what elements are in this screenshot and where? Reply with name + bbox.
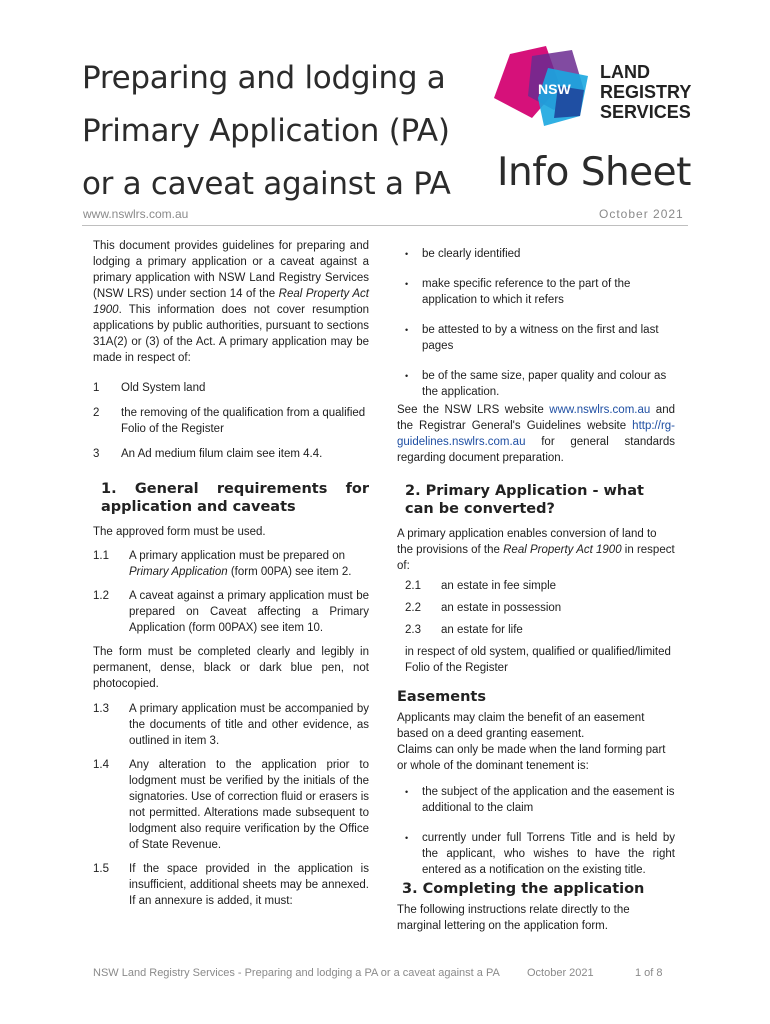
title-line-3: or a caveat against a PA [82,166,451,202]
logo-line-2: REGISTRY [600,82,692,102]
header-divider [82,225,688,226]
logo-badge-text: NSW [538,81,571,97]
document-date: October 2021 [599,207,684,221]
section-heading-3: 3. Completing the application [402,881,645,897]
list-item: • the subject of the application and the easement is additional to the claim [405,786,675,814]
estate-list [405,578,675,638]
item-1-2: 1.2 A caveat against a primary application must be prepared on Caveat affecting a Primary Application (form 00PAX) see item 10. [93,590,369,634]
scope-list [93,380,369,462]
easements-paragraph-1: Applicants may claim the benefit of an easement based on a deed granting easement. [397,712,645,740]
footer-text: NSW Land Registry Services - Preparing and lodging a PA or a caveat against a PA [93,967,500,979]
pa-intro-paragraph: A primary application enables conversion of land to the provisions of the Real Property Act 1900 in respect of: [397,528,675,572]
list-item: 3 An Ad medium filum claim see item 4.4. [93,448,323,460]
approved-form-text: The approved form must be used. [93,526,266,538]
website-link[interactable]: www.nswlrs.com.au [83,207,189,221]
info-sheet-label: Info Sheet [497,150,691,195]
list-item: 1 Old System land [93,382,206,394]
page-number: 1 of 8 [635,967,663,979]
list-item: 2 the removing of the qualification from a qualified Folio of the Register [93,407,366,435]
nswlrs-link[interactable]: www.nswlrs.com.au [549,404,651,416]
list-item: • be attested to by a witness on the first and last pages [405,324,659,352]
footer-date: October 2021 [527,967,594,979]
list-item: 2.1 an estate in fee simple [405,580,557,592]
section-heading-2: 2. Primary Application - what can be converted? [405,483,644,517]
list-item: • be of the same size, paper quality and colour as the application. [405,370,667,398]
item-1-3: 1.3 A primary application must be accompanied by the documents of title and other evidence, as outlined in item 3. [93,703,369,747]
logo-wordmark [600,62,691,122]
form-completion-paragraph: The form must be completed clearly and legibly in permanent, dense, black or dark blue pen, not photocopied. [93,646,369,690]
easement-bullets [397,784,675,878]
item-1-1: 1.1 A primary application must be prepared on Primary Application (form 00PA) see item 2. [93,550,352,578]
document-title [82,52,482,211]
section-heading-1: 1. General requirements for application and caveats [101,481,369,515]
title-line-2: Primary Application (PA) [82,113,450,149]
title-line-1: Preparing and lodging a [82,60,446,96]
pa-tail-text: in respect of old system, qualified or qualified/limited Folio of the Register [405,646,671,674]
annexure-bullets [397,246,675,400]
left-column [93,238,369,917]
list-item: 2.2 an estate in possession [405,602,562,614]
easements-heading: Easements [397,689,486,705]
rg-guidelines-link[interactable]: http://rg-guidelines.nswlrs.com.au [397,420,675,448]
logo-line-1: LAND [600,62,650,82]
list-item: • make specific reference to the part of the application to which it refers [405,278,631,306]
see-website-paragraph: See the NSW LRS website www.nswlrs.com.au and the Registrar General's Guidelines website http://rg-guidelines.nswlrs.com.au for general standards regarding document preparation. [397,404,675,464]
item-1-4: 1.4 Any alteration to the application prior to lodgment must be verified by the initials of the signatories. Use of correction fluid or erasers is not permitted. Alterations made subsequent to lodgment also require verification by the Office of State Revenue. [93,759,369,851]
list-item: • be clearly identified [405,248,521,260]
right-column [397,246,675,934]
list-item: 2.3 an estate for life [405,624,523,636]
list-item: • currently under full Torrens Title and is held by the applicant, who wishes to have the right entered as a notification on the existing title. [405,832,675,876]
completing-paragraph: The following instructions relate directly to the marginal lettering on the application form. [397,904,630,932]
intro-paragraph: This document provides guidelines for preparing and lodging a primary application or a caveat against a primary application with NSW Land Registry Services (NSW LRS) under section 14 of the Real Property Act 1900. This information does not cover resumption applications by public authorities, pursuant to sections 31A(2) or (3) of the Act. A primary application may be made in respect of: [93,240,369,364]
easements-paragraph-2: Claims can only be made when the land forming part or whole of the dominant tenement is: [397,744,666,772]
item-1-5: 1.5 If the space provided in the application is insufficient, additional sheets may be annexed. If an annexure is added, it must: [93,863,369,907]
logo-line-3: SERVICES [600,102,691,122]
